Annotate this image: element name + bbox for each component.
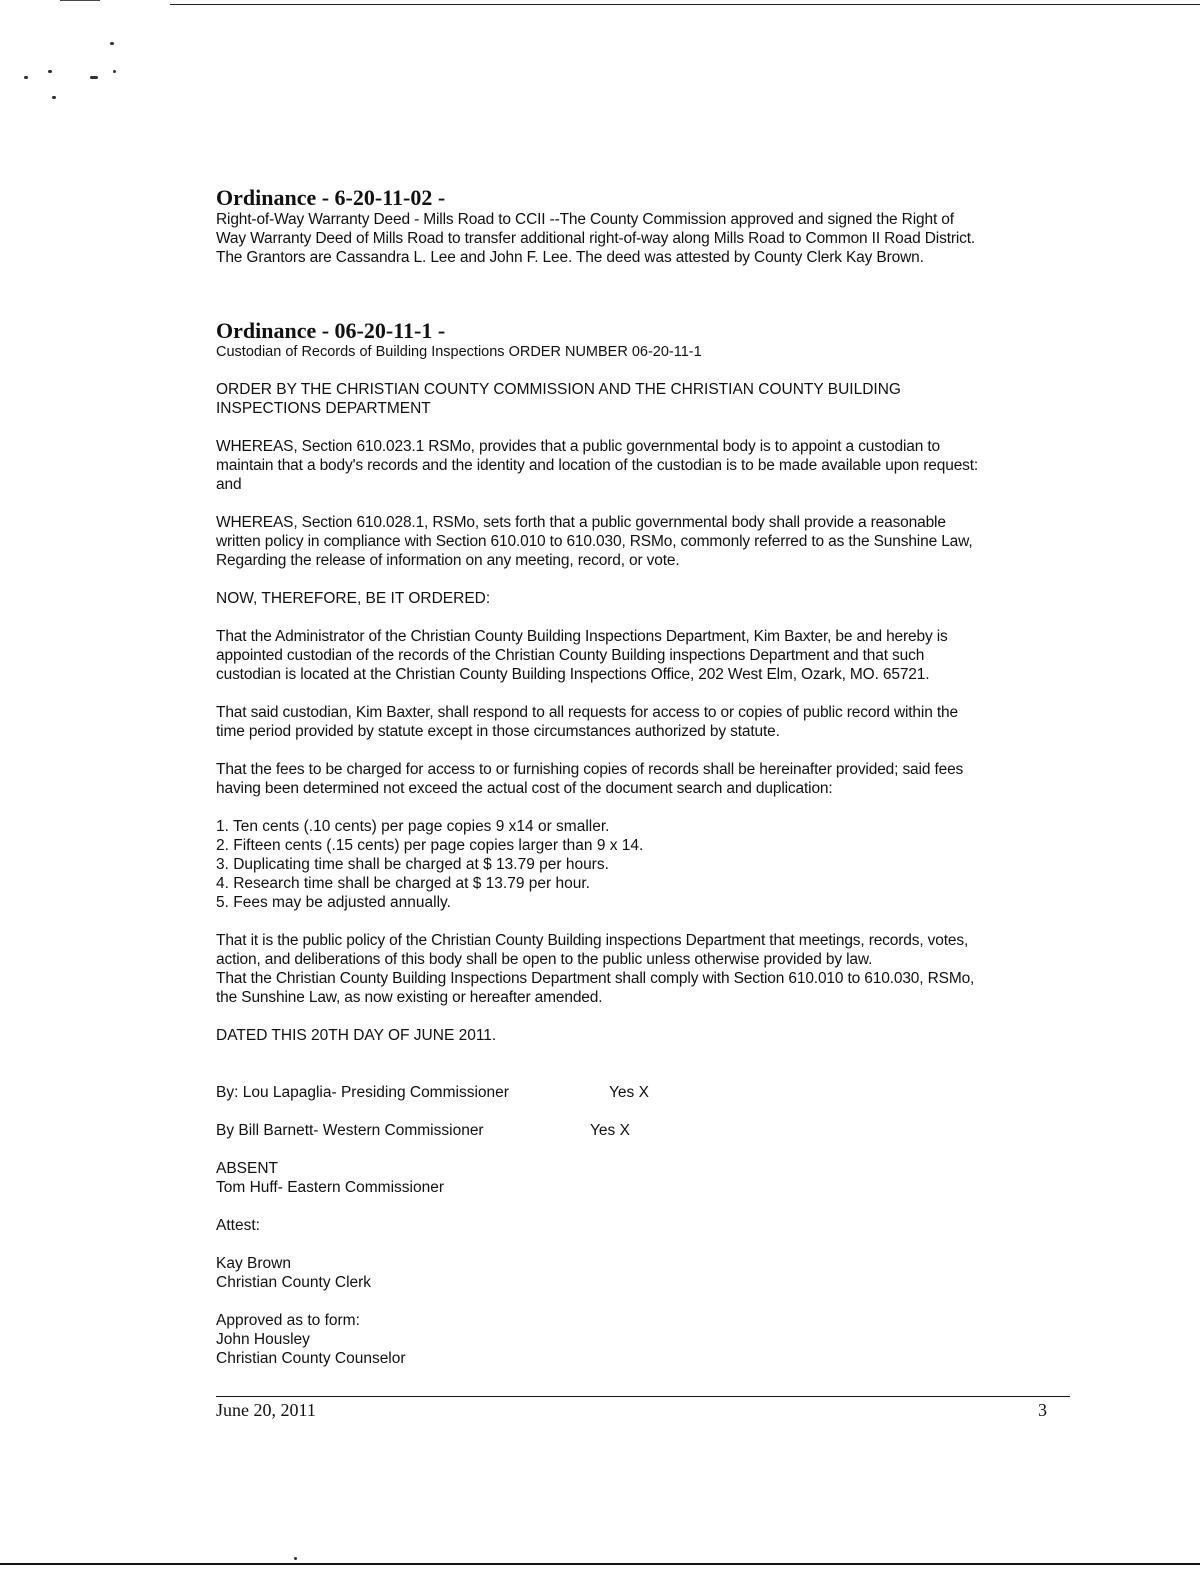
custodian-appointment-paragraph: [216, 627, 1076, 684]
ordered-heading: NOW, THEREFORE, BE IT ORDERED:: [216, 590, 491, 607]
text-line: appointed custodian of the records of the Christian County Building inspections Department and that such: [216, 647, 925, 664]
signer-name: By: Lou Lapaglia- Presiding Commissioner: [216, 1084, 509, 1101]
counselor-title: Christian County Counselor: [216, 1350, 406, 1367]
scan-bottom-rule: [0, 1563, 1200, 1565]
scan-speck: [110, 42, 114, 45]
ordinance-heading: Ordinance - 6-20-11-02 -: [216, 185, 446, 210]
counselor-block: [216, 1311, 1076, 1368]
signature-line: [216, 1083, 1076, 1102]
vote-mark: Yes X: [609, 1084, 649, 1101]
text-line: That the Christian County Building Inspections Department shall comply with Section 610.010 to 610.030, RSMo,: [216, 970, 975, 987]
document-body: [216, 186, 1076, 1368]
text-line: That said custodian, Kim Baxter, shall respond to all requests for access to or copies of public record within the: [216, 704, 958, 721]
scan-speck: [52, 96, 56, 99]
fee-list-item: 4. Research time shall be charged at $ 13.79 per hour.: [216, 875, 590, 892]
ordinance-description: [216, 210, 1076, 267]
text-line: WHEREAS, Section 610.023.1 RSMo, provides that a public governmental body is to appoint a custodian to: [216, 438, 940, 455]
signature-line: [216, 1121, 1076, 1140]
scan-top-rule: [170, 4, 1200, 5]
clerk-block: [216, 1254, 1076, 1292]
counselor-name: John Housley: [216, 1331, 310, 1348]
text-line: and: [216, 476, 242, 493]
whereas-paragraph: [216, 437, 1076, 494]
absent-name: Tom Huff- Eastern Commissioner: [216, 1179, 444, 1196]
clerk-title: Christian County Clerk: [216, 1274, 372, 1291]
fee-list-item: 2. Fifteen cents (.15 cents) per page copies larger than 9 x 14.: [216, 837, 644, 854]
fee-list-item: 1. Ten cents (.10 cents) per page copies 9 x14 or smaller.: [216, 818, 610, 835]
signer-name: By Bill Barnett- Western Commissioner: [216, 1122, 484, 1139]
order-title: [216, 380, 1076, 418]
text-line: That it is the public policy of the Christian County Building inspections Department that meetings, records, votes,: [216, 932, 969, 949]
vote-mark: Yes X: [590, 1122, 630, 1139]
footer-date: June 20, 2011: [216, 1400, 316, 1420]
text-line: That the fees to be charged for access to or furnishing copies of records shall be hereinafter provided; said fees: [216, 761, 964, 778]
fee-list-item: 5. Fees may be adjusted annually.: [216, 894, 451, 911]
text-line: Way Warranty Deed of Mills Road to transfer additional right-of-way along Mills Road to Common II Road District.: [216, 230, 976, 247]
text-line: Regarding the release of information on any meeting, record, or vote.: [216, 552, 680, 569]
text-line: Right-of-Way Warranty Deed - Mills Road to CCII --The County Commission approved and signed the Right of: [216, 211, 954, 228]
scan-speck: [24, 76, 28, 79]
text-line: the Sunshine Law, as now existing or hereafter amended.: [216, 989, 603, 1006]
text-line: written policy in compliance with Section 610.010 to 610.030, RSMo, commonly referred to as the Sunshine Law,: [216, 533, 973, 550]
absent-block: [216, 1159, 1076, 1197]
scan-speck: [48, 70, 52, 73]
text-line: action, and deliberations of this body shall be open to the public unless otherwise provided by law.: [216, 951, 873, 968]
scan-speck: [113, 70, 116, 73]
fees-paragraph: [216, 760, 1076, 798]
page-number: 3: [1038, 1400, 1047, 1420]
text-line: The Grantors are Cassandra L. Lee and John F. Lee. The deed was attested by County Clerk Kay Brown.: [216, 249, 924, 266]
public-policy-paragraph: [216, 931, 1076, 1007]
whereas-paragraph: [216, 513, 1076, 570]
scan-top-mark: [60, 0, 100, 1]
text-line: maintain that a body's records and the identity and location of the custodian is to be made available upon request:: [216, 457, 979, 474]
text-line: custodian is located at the Christian County Building Inspections Office, 202 West Elm, Ozark, MO. 65721.: [216, 666, 930, 683]
fee-list: [216, 817, 1076, 912]
order-subtitle: Custodian of Records of Building Inspections ORDER NUMBER 06-20-11-1: [216, 344, 702, 360]
dated-line: DATED THIS 20TH DAY OF JUNE 2011.: [216, 1027, 497, 1044]
text-line: having been determined not exceed the actual cost of the document search and duplication:: [216, 780, 833, 797]
fee-list-item: 3. Duplicating time shall be charged at $ 13.79 per hours.: [216, 856, 609, 873]
scan-speck: [294, 1557, 297, 1560]
attest-label: Attest:: [216, 1217, 260, 1234]
approved-label: Approved as to form:: [216, 1312, 360, 1329]
text-line: ORDER BY THE CHRISTIAN COUNTY COMMISSION AND THE CHRISTIAN COUNTY BUILDING: [216, 381, 901, 398]
ordinance-heading: Ordinance - 06-20-11-1 -: [216, 318, 446, 343]
scan-speck: [90, 76, 98, 79]
clerk-name: Kay Brown: [216, 1255, 291, 1272]
text-line: WHEREAS, Section 610.028.1, RSMo, sets forth that a public governmental body shall provide a reasonable: [216, 514, 946, 531]
custodian-response-paragraph: [216, 703, 1076, 741]
footer-rule: [216, 1396, 1070, 1397]
text-line: That the Administrator of the Christian County Building Inspections Department, Kim Baxter, be and hereby is: [216, 628, 948, 645]
text-line: INSPECTIONS DEPARTMENT: [216, 400, 431, 417]
absent-label: ABSENT: [216, 1160, 279, 1177]
text-line: time period provided by statute except in those circumstances authorized by statute.: [216, 723, 780, 740]
